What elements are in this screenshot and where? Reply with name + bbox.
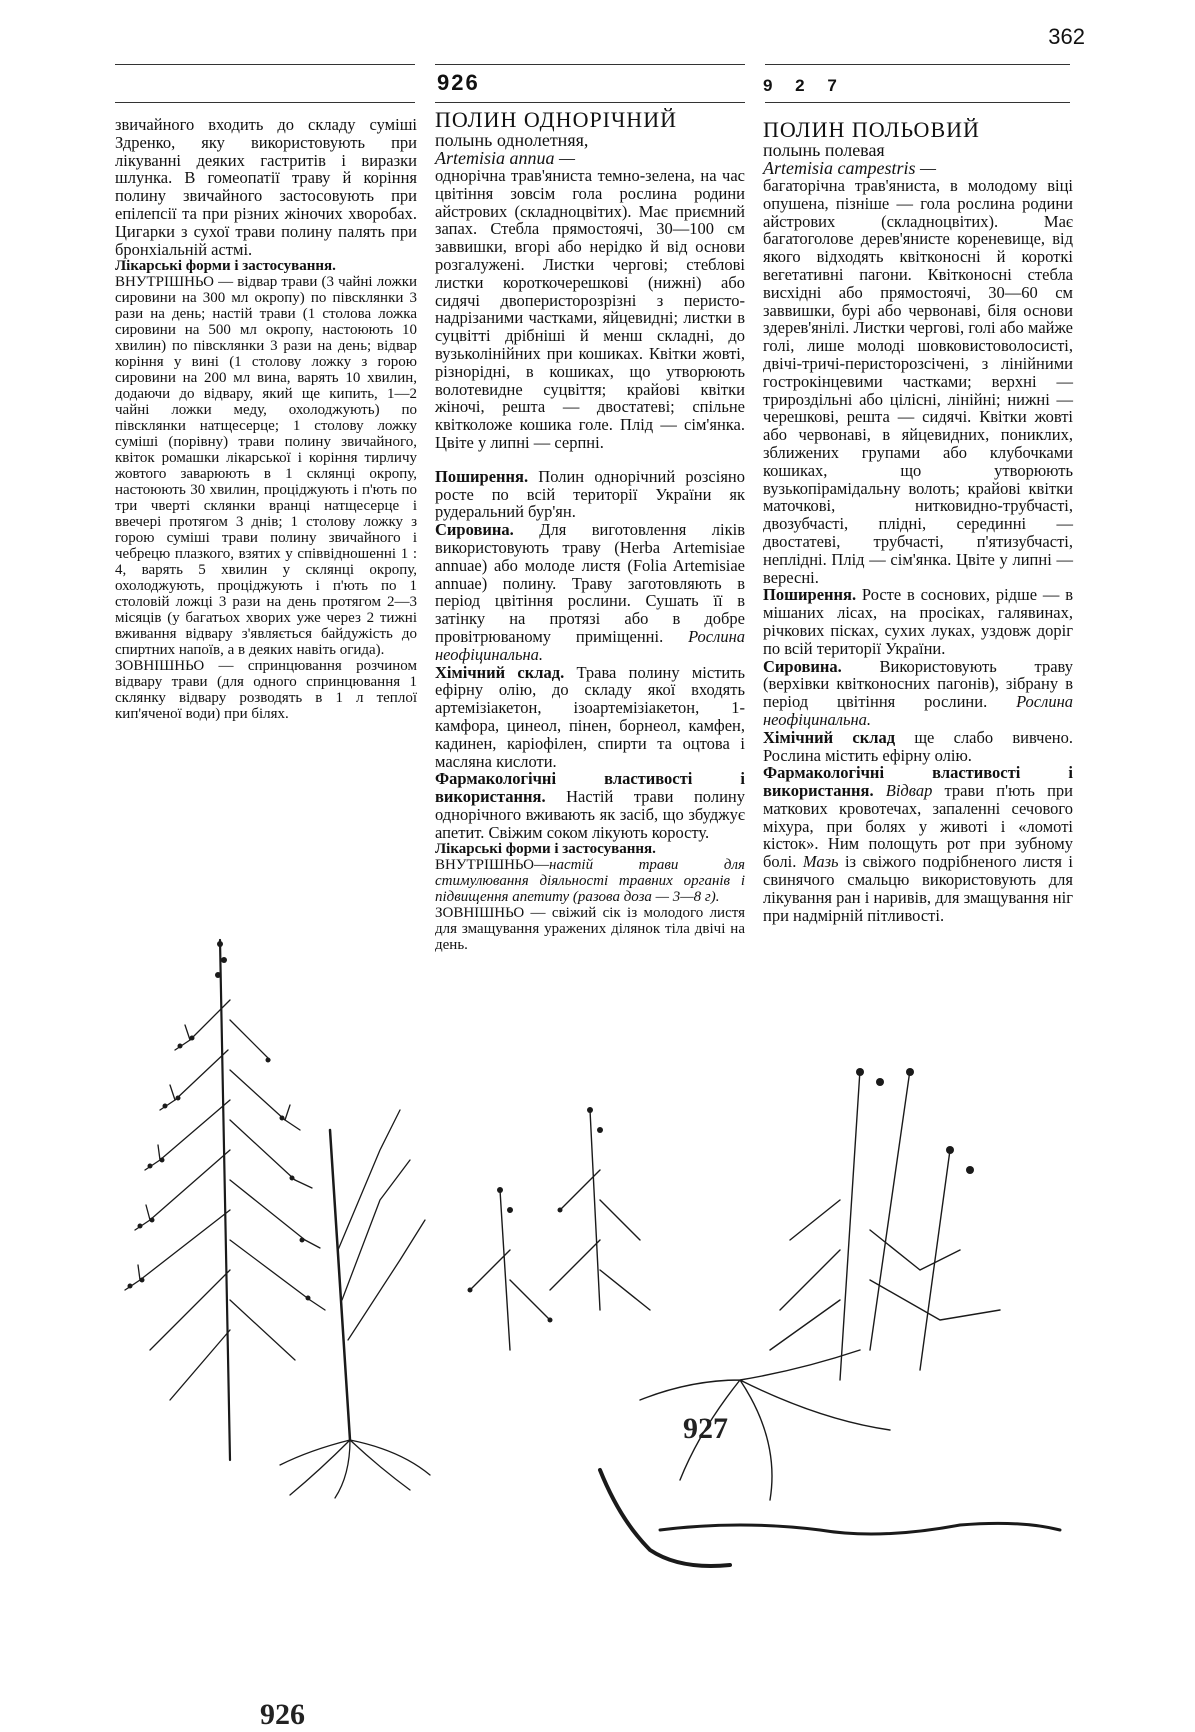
subheader-rule-right (765, 102, 1070, 103)
description-926: однорічна трав'яниста темно-зелена, на час цвітіння зовсім гола рослина родини айстрових (складноцвітих). Має приємний запах. Стебла прямостоячі, 30—100 см заввишки, вгорі або нерідко й від основи розгалужені. Листки чергові; стеблові листки короткочерешкові (нижні) або сидячі двоперисторозрізні з перисто-надрізаними частками, яйцевидні; листки в суцвітті дрібніші й менш складні, до вузьколінійних при кошиках. Квітки жовті, різнорідні, в кошиках, що утворюють волотевидне суцвіття; крайові квітки жіночі, решта — двостатеві; спільне квітколоже кошика голе. Плід — сім'янка. Цвіте у липні — серпні. (435, 166, 745, 452)
plate-label-927: 927 (683, 1412, 728, 1445)
page-number: 362 (1048, 24, 1085, 49)
internal-label-926: ВНУТРІШНЬО— (435, 857, 549, 874)
pharm-text-926: Настій трави полину однорічного вживають як засіб, що збуджує апетит. Свіжим соком лікують коросту. (435, 787, 745, 842)
chem-heading-926: Хімічний склад. (435, 662, 565, 682)
internal-label: ВНУТРІШНЬО — (115, 274, 234, 291)
internal-text: відвар трави (3 чайні ложки сировини на 300 мл окропу) по півсклянки 3 рази на день; настій трави (1 столова ложка сировини на 500 мл окропу, настоюють 10 хвилин) по півсклянки 3 рази на день; відвар коріння у вині (1 столову ложку з горою сировини на 200 мл вина, варять 10 хвилин, додаючи до відвару, який ще кипить, 1—2 чайні ложки меду, охолоджують) по півсклянки натщесерце; 1 столову ложку суміші (порівну) трави полину звичайного, квіток ромашки лікарської і коріння тирличу жовтого заварюють в 1 склянці окропу, настоюють 30 хвилин, проціджують і п'ють по три чверті склянки вранці натщесерце і ввечері протягом 3 днів; 1 столову ложку з горою суміші трави полину звичайного і чебрецю плазкого, взятих у співвідношенні 1 : 4, варять 5 хвилин у склянці окропу, охолоджують, проціджують і п'ють по 1 столовій ложці 3 рази на день протягом 2—3 місяців (у багатьох хворих уже через 2 тижні вживання відвару з'являється байдужість до спиртних напоїв, а в деяких навіть огида). (115, 274, 418, 659)
latin-name-926: Artemisia annua — (435, 148, 576, 168)
raw-text-926: Для виготовлення ліків використовують траву (Herba Artemisiae annuae) або молоде листя (Folia Artemisiae annuae) полину. Траву заготовляють в період цвітіння рослини. Сушать її в затінку на протязі або в добре провітрюваному приміщенні. (435, 520, 746, 646)
continuation-paragraph: звичайного входить до складу суміші Здренко, яку використовують при лікуванні деяких гастритів і виразки шлунка. В гомеопатії траву й коріння полину звичайного застосовують при епілепсії та при різних жіночих хворобах. Цигарки з сухої трави полину палять при бронхіальній астмі. (115, 115, 417, 259)
plate-label-926: 926 (260, 1698, 305, 1731)
spread-text-926: Полин однорічний розсіяно росте по всій території України як рудеральний бур'ян. (435, 466, 746, 522)
illustration-plant-927 (440, 1050, 1080, 1590)
pharm-text-927-b: трави п'ють при маткових кровотечах, запаленні сечового міхура, при болях у животі і «ломоті кісток». Ним полощуть рот при зубному болі. (763, 781, 1074, 872)
pharm-text-927-d: із свіжого подрібненого листя і свинячого смальцю використовують для лікування ран і наривів, для змащування ніг при надмірній пітливості. (763, 852, 1073, 925)
raw-note-927: Рослина неофіцинальна. (763, 692, 1073, 729)
raw-heading-926: Сировина. (435, 520, 514, 540)
external-label: ЗОВНІШНЬО — (115, 658, 234, 675)
pharm-text-927-c: Мазь (802, 852, 839, 872)
internal-text-926: настій трави для стимулювання діяльності травних органів і підвищення апетиту (разова доза — 3—8 г). (435, 857, 745, 906)
entry-number-926: 926 (437, 70, 480, 95)
header-rule-right (765, 64, 1070, 65)
subheader-rule-middle (435, 102, 745, 103)
pharm-heading-927: Фармакологічні властивості і використання. (763, 763, 1073, 801)
header-rule-middle (435, 64, 745, 65)
raw-paragraph-926 (435, 521, 745, 663)
illustration-plant-926 (80, 920, 450, 1731)
raw-paragraph-927 (763, 658, 1073, 729)
raw-text-927: Використовують траву (верхівки квітконосних пагонів), зібрану в період цвітіння рослини. (763, 656, 1073, 712)
plant-927-drawing (440, 1050, 1080, 1590)
spread-text-927: Росте в соснових, рідше — в мішаних лісах, на просіках, галявинах, річкових пісках, сухих луках, уздовж доріг по всій території України. (763, 585, 1074, 658)
raw-heading-927: Сировина. (763, 656, 842, 676)
external-text-926: свіжий сік із молодого листя для змащування уражених ділянок тіла двічі на день. (435, 905, 745, 954)
chem-text-926: Трава полину містить ефірну олію, до складу якої входять артемізіакетон, ізоартемізіакетон, 1-камфора, цинеол, пінен, борнеол, камфен, кадинен, каріофілен, спирти та оцтова і масляна кислоти. (435, 662, 745, 771)
description-927: багаторічна трав'яниста, в молодому віці опушена, пізніше — гола рослина родини айстрових (складноцвітих). Має багатоголове дерев'янисте кореневище, від якого відходять квітконосні й короткі вегетативні пагони. Квітконосні стебла висхідні або прямостоячі, 30—60 см заввишки, бурі або червонаві, біля основи здерев'янілі. Листки чергові, голі або майже голі, лише молоді шовковистоволосисті, двічі-тричі-перисторозсічені, з лінійними гострокінцевими частками; верхні — трироздільні або цілісні, лінійні; нижні — черешкові, решта — сидячі. Квітки жовті або червонаві, в яйцевидних, пониклих, зближених групами або клубочками кошиках, що утворюють вузькопірамідальну волоть; крайові квітки маточкові, нитковидно-трубчасті, двозубчасті, плідні, серединні — двостатеві, трубчасті, п'ятизубчасті, неплідні. Плід — сім'янка. Цвіте у липні — вересні. (763, 176, 1073, 587)
spread-paragraph-926 (435, 468, 745, 521)
column-middle (435, 108, 745, 953)
pharm-paragraph-927 (763, 764, 1073, 924)
forms-heading: Лікарські форми і застосування. (115, 258, 336, 275)
latin-name-927: Artemisia campestris — (763, 158, 936, 178)
spread-heading-927: Поширення. (763, 585, 857, 605)
spread-paragraph-927 (763, 586, 1073, 657)
chem-text-927: ще слабо вивчено. Рослина містить ефірну олію. (763, 727, 1074, 765)
raw-note-926: Рослина неофіцинальна. (435, 626, 745, 664)
russian-name-927: полынь полевая (763, 140, 885, 160)
pharm-text-927-a: Відвар (885, 781, 933, 801)
article-title-927: ПОЛИН ПОЛЬОВИЙ (763, 117, 980, 142)
external-label-926: ЗОВНІШНЬО — (435, 905, 546, 922)
external-text: спринцювання розчином відвару трави (для одного спринцювання 1 склянку відвару розводять в 1 л теплої кип'яченої води) при білях. (115, 658, 418, 723)
forms-block (115, 258, 417, 722)
chem-paragraph-926 (435, 664, 745, 771)
pharm-heading-926: Фармакологічні властивості і використання. (435, 769, 745, 807)
pharm-paragraph-926 (435, 770, 745, 841)
column-left (115, 116, 417, 722)
forms-paragraph-926 (435, 841, 745, 953)
column-right (763, 118, 1073, 924)
plant-926-drawing (80, 920, 450, 1500)
chem-paragraph-927 (763, 729, 1073, 765)
forms-heading-926: Лікарські форми і застосування. (435, 841, 656, 858)
spread-heading-926: Поширення. (435, 466, 529, 486)
header-rule-left (115, 64, 415, 65)
chem-heading-927: Хімічний склад (763, 727, 896, 747)
subheader-rule-left (115, 102, 415, 103)
article-title-926: ПОЛИН ОДНОРІЧНИЙ (435, 107, 677, 132)
spacer (435, 452, 745, 468)
entry-number-927: 9 2 7 (763, 76, 846, 95)
russian-name-926: полынь однолетняя, (435, 130, 589, 150)
